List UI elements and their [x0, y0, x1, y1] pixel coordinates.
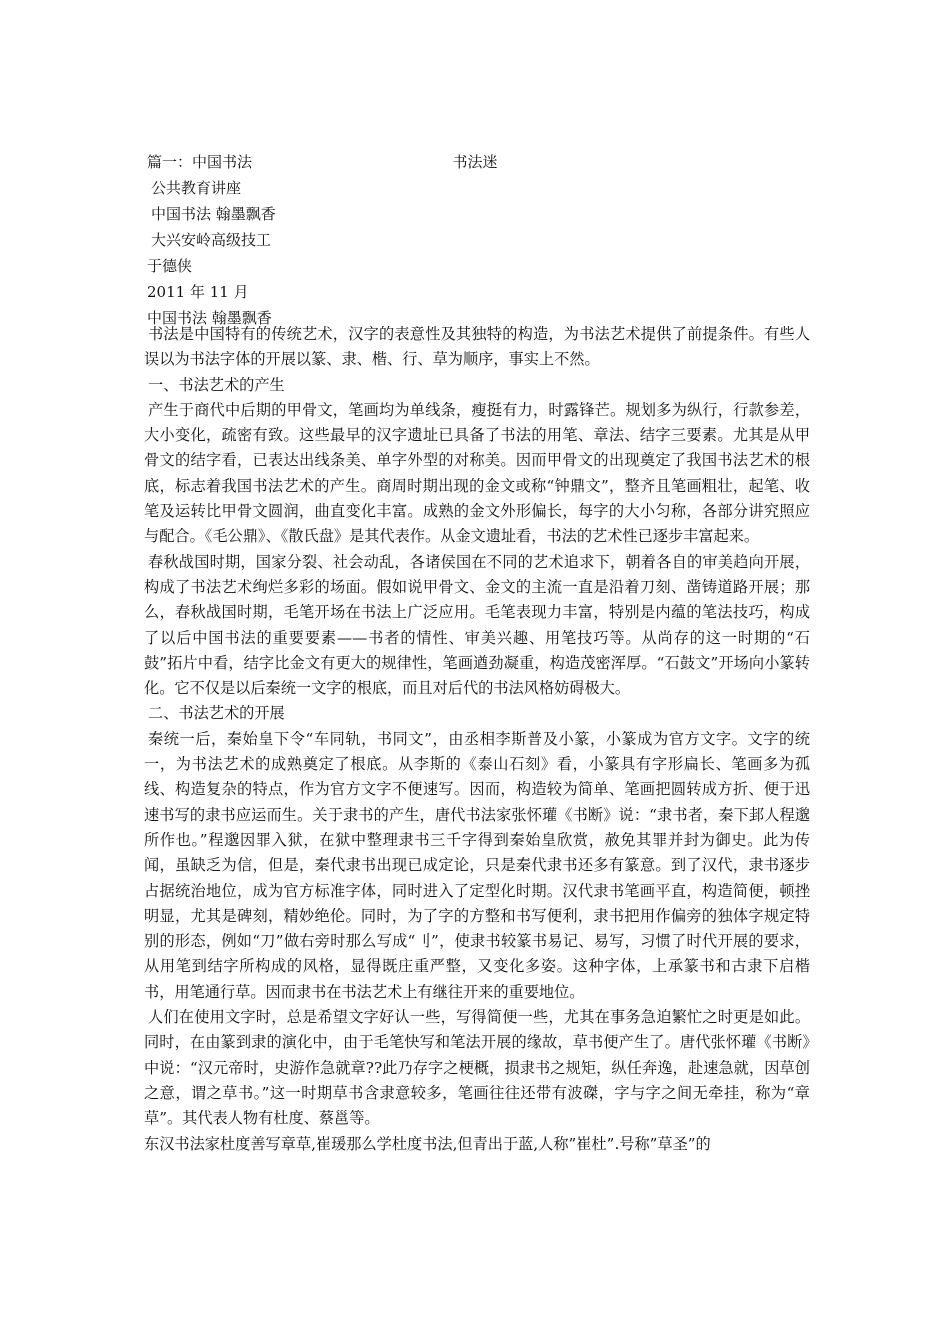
lecture-series-line: 公共教育讲座 [151, 179, 242, 197]
section-heading-development: 二、书法艺术的开展 [148, 704, 285, 723]
paragraph-qin-unification: 秦统一后，秦始皇下令“车同轨，书同文”，由丞相李斯普及小篆，小篆成为官方文字。文字的统一，为书法艺术的成熟奠定了根底。从李斯的《泰山石刻》看，小篆具有字形扁长、笔画多为孤线、构造复杂的特点，作为官方文字不便速写。因而，构造较为简单、笔画把圆转成方折、便于迅速书写的隶书应运而生。关于隶书的产生，唐代书法家张怀瓘《书断》说：“隶书者，秦下邽人程邈所作也。”程邈因罪入狱，在狱中整理隶书三千字得到秦始皇欣赏，赦免其罪并封为御史。此为传闻，虽缺乏为信，但是，秦代隶书出现已成定论，只是秦代隶书还多有篆意。到了汉代，隶书逐步占据统治地位，成为官方标准字体，同时进入了定型化时期。汉代隶书笔画平直，构造简便，顿挫明显，尤其是碑刻，精妙绝伦。同时，为了字的方整和书写便利，隶书把用作偏旁的独体字规定特别的形态，例如“刀”做右旁时那么写成“刂”，使隶书较篆书易记、易写，习惯了时代开展的要求，从用笔到结字所构成的风格，显得既庄重严整，又变化多姿。这种字体，上承篆书和古隶下启楷书，用笔通行草。因而隶书在书法艺术上有继往开来的重要地位。 [144, 729, 810, 1001]
institution-line: 大兴安岭高级技工 [151, 231, 272, 249]
document-title: 书法迷 [452, 153, 498, 171]
paragraph-warring-states: 春秋战国时期，国家分裂、社会动乱，各诸侯国在不同的艺术追求下，朝着各自的审美趋向开展，构成了书法艺术绚烂多彩的场面。假如说甲骨文、金文的主流一直是沿着刀刻、凿铸道路开展；那么，春秋战国时期，毛笔开场在书法上广泛应用。毛笔表现力丰富，特别是内蕴的笔法技巧，构成了以后中国书法的重要要素——书者的情性、审美兴趣、用笔技巧等。从尚存的这一时期的“石鼓”拓片中看，结字比金文有更大的规律性，笔画遒劲凝重，构造茂密浑厚。“石鼓文”开场向小篆转化。它不仅是以后秦统一文字的根底，而且对后代的书法风格妨碍极大。 [144, 552, 810, 698]
author-line: 于德侠 [147, 257, 193, 275]
section-heading-origin: 一、书法艺术的产生 [148, 375, 285, 394]
intro-paragraph: 书法是中国特有的传统艺术，汉字的表意性及其独特的构造，为书法艺术提供了前提条件。有些人误以为书法字体的开展以篆、隶、楷、行、草为顺序，事实上不然。 [144, 325, 810, 369]
paragraph-du-du: 东汉书法家杜度善写章草,崔瑗那么学杜度书法,但青出于蓝,人称”崔杜”.号称”草圣”的 [144, 1134, 711, 1153]
lecture-title-line: 中国书法 翰墨飘香 [151, 205, 276, 223]
subtitle-line: 中国书法 翰墨飘香 [147, 309, 272, 327]
paragraph-cursive-origin: 人们在使用文字时，总是希望文字好认一些，写得简便一些，尤其在事务急迫繁忙之时更是如此。同时，在由篆到隶的演化中，由于毛笔快写和笔法开展的缘故，草书便产生了。唐代张怀瓘《书断》中说：“汉元帝时，史游作急就章??此乃存字之梗概，损隶书之规矩，纵任奔逸，赴速急就，因草创之意，谓之草书。”这一时期草书含隶意较多，笔画往往还带有波磔，字与字之间无牵挂，称为“章草”。其代表人物有杜度、蔡邕等。 [144, 1008, 810, 1128]
document-body [144, 322, 810, 1157]
date-line: 2011 年 11 月 [147, 283, 249, 301]
paragraph-oracle-bone: 产生于商代中后期的甲骨文，笔画均为单线条，瘦挺有力，时露锋芒。规划多为纵行，行款参差，大小变化，疏密有致。这些最早的汉字遗址已具备了书法的用笔、章法、结字三要素。尤其是从甲骨文的结字看，已表达出线条美、单字外型的对称美。因而甲骨文的出现奠定了我国书法艺术的根底，标志着我国书法艺术的产生。商周时期出现的金文或称“钟鼎文”，整齐且笔画粗壮，起笔、收笔及运转比甲骨文圆润，曲直变化丰富。成熟的金文外形偏长，每字的大小匀称，各部分讲究照应与配合。《毛公鼎》、《散氏盘》是其代表作。从金文遗址看，书法的艺术性已逐步丰富起来。 [144, 400, 810, 546]
chapter-heading: 篇一：中国书法 [147, 153, 253, 171]
